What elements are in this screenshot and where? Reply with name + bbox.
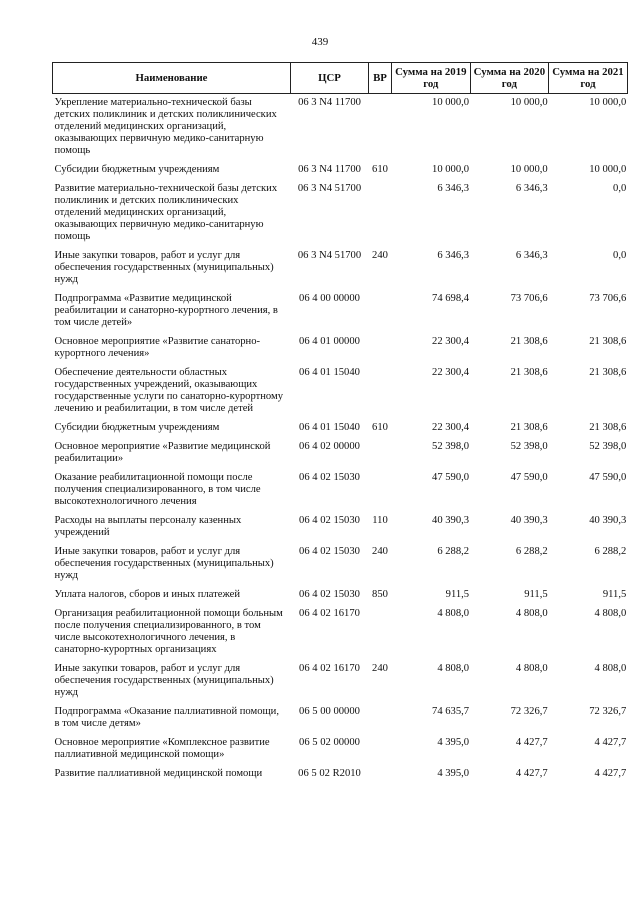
row-sum-2020: 10 000,0 (510, 164, 548, 175)
row-csr: 06 3 N4 51700 (297, 183, 362, 194)
header-sum-2019: Сумма на 2019 год (392, 63, 471, 94)
row-name: Подпрограмма «Развитие медицинской реабилитации и санаторно-курортного лечения, в том числе детей» (54, 293, 278, 328)
row-sum-2020: 4 427,7 (515, 737, 548, 748)
row-sum-2019: 6 346,3 (437, 250, 470, 261)
row-csr: 06 4 00 00000 (299, 293, 360, 304)
row-vr: 240 (372, 546, 388, 557)
budget-table (52, 62, 628, 784)
row-sum-2020: 21 308,6 (510, 422, 548, 433)
row-csr: 06 3 N4 11700 (298, 164, 361, 175)
table-row (53, 703, 628, 734)
header-csr: ЦСР (291, 63, 369, 94)
row-csr: 06 4 02 15030 (299, 589, 360, 600)
row-name: Обеспечение деятельности областных государственных учреждений, оказывающих государственные услуги по санаторно-курортному лечению и реабилитации, в том числе детей (54, 367, 284, 414)
row-sum-2019: 47 590,0 (432, 472, 470, 483)
row-vr (369, 333, 392, 364)
row-sum-2021: 21 308,6 (589, 422, 627, 433)
row-sum-2020: 911,5 (524, 589, 548, 600)
row-csr: 06 3 N4 51700 (297, 250, 362, 261)
row-sum-2020: 4 427,7 (515, 768, 548, 779)
row-csr: 06 4 02 00000 (299, 441, 360, 452)
header-vr: ВР (369, 63, 392, 94)
header-sum-2021: Сумма на 2021 год (549, 63, 628, 94)
row-vr: 850 (372, 589, 388, 600)
row-name: Субсидии бюджетным учреждениям (54, 164, 220, 175)
row-sum-2021: 10 000,0 (589, 97, 627, 108)
row-sum-2020: 4 808,0 (515, 663, 548, 674)
row-sum-2021: 6 288,2 (594, 546, 627, 557)
row-sum-2020: 21 308,6 (510, 336, 548, 347)
row-sum-2021: 47 590,0 (589, 472, 627, 483)
row-name: Развитие материально-технической базы детских поликлиник и детских поликлинических отделений медицинских организаций, оказывающих первичную медико-санитарную помощь (54, 183, 278, 242)
row-vr (369, 469, 392, 512)
row-sum-2019: 6 288,2 (437, 546, 470, 557)
row-vr: 240 (372, 663, 388, 674)
header-name: Наименование (53, 63, 291, 94)
row-name: Развитие паллиативной медицинской помощи (54, 768, 263, 779)
row-csr: 06 4 02 15030 (299, 515, 360, 526)
row-vr: 610 (372, 422, 388, 433)
row-csr: 06 4 02 15030 (299, 472, 360, 483)
row-sum-2020: 21 308,6 (510, 367, 548, 378)
row-sum-2020: 47 590,0 (510, 472, 548, 483)
row-sum-2019: 22 300,4 (432, 336, 470, 347)
row-csr: 06 4 02 16170 (299, 608, 360, 619)
table-row (53, 161, 628, 180)
row-name: Уплата налогов, сборов и иных платежей (54, 589, 241, 600)
table-row (53, 765, 628, 784)
row-sum-2019: 4 808,0 (437, 608, 470, 619)
table-row (53, 364, 628, 419)
row-vr: 610 (372, 164, 388, 175)
row-name: Основное мероприятие «Развитие медицинской реабилитации» (54, 441, 271, 464)
row-name: Основное мероприятие «Развитие санаторно-курортного лечения» (54, 336, 261, 359)
row-vr (369, 765, 392, 784)
row-sum-2019: 6 346,3 (437, 183, 470, 194)
row-sum-2019: 52 398,0 (432, 441, 470, 452)
row-name: Подпрограмма «Оказание паллиативной помощи, в том числе детям» (54, 706, 279, 729)
row-csr: 06 4 02 15030 (299, 546, 360, 557)
row-csr: 06 4 02 16170 (299, 663, 360, 674)
row-sum-2021: 4 808,0 (594, 608, 627, 619)
row-sum-2021: 21 308,6 (589, 367, 627, 378)
row-sum-2019: 22 300,4 (432, 367, 470, 378)
row-sum-2021: 52 398,0 (589, 441, 627, 452)
row-sum-2020: 10 000,0 (510, 97, 548, 108)
row-csr: 06 4 01 00000 (299, 336, 360, 347)
row-name: Иные закупки товаров, работ и услуг для обеспечения государственных (муниципальных) нужд (54, 546, 274, 581)
row-sum-2019: 74 635,7 (432, 706, 470, 717)
row-name: Иные закупки товаров, работ и услуг для обеспечения государственных (муниципальных) нужд (54, 663, 274, 698)
row-csr: 06 4 01 15040 (299, 367, 360, 378)
row-sum-2021: 10 000,0 (589, 164, 627, 175)
row-sum-2019: 4 395,0 (437, 737, 470, 748)
row-sum-2019: 22 300,4 (432, 422, 470, 433)
row-vr (369, 94, 392, 162)
row-sum-2020: 52 398,0 (510, 441, 548, 452)
row-vr (369, 605, 392, 660)
row-name: Организация реабилитационной помощи больным после получения специализированного, в том числе высокотехнологичного лечения, в санаторно-курортных организациях (54, 608, 283, 655)
table-header (53, 63, 628, 94)
table-row (53, 469, 628, 512)
row-sum-2021: 4 427,7 (594, 737, 627, 748)
row-sum-2020: 40 390,3 (510, 515, 548, 526)
row-vr: 110 (372, 515, 388, 526)
table-body (53, 94, 628, 785)
row-vr (369, 290, 392, 333)
table-row (53, 734, 628, 765)
row-csr: 06 5 02 00000 (299, 737, 360, 748)
row-sum-2021: 21 308,6 (589, 336, 627, 347)
row-sum-2020: 6 288,2 (515, 546, 548, 557)
row-sum-2021: 73 706,6 (589, 293, 627, 304)
header-sum-2020: Сумма на 2020 год (470, 63, 549, 94)
table-row (53, 290, 628, 333)
row-sum-2019: 10 000,0 (432, 164, 470, 175)
table-row (53, 247, 628, 290)
row-vr (369, 180, 392, 247)
row-sum-2020: 72 326,7 (510, 706, 548, 717)
row-csr: 06 5 02 R2010 (298, 768, 361, 779)
row-sum-2021: 40 390,3 (589, 515, 627, 526)
row-csr: 06 4 01 15040 (299, 422, 360, 433)
row-sum-2019: 911,5 (445, 589, 470, 600)
row-vr (369, 364, 392, 419)
table-row (53, 605, 628, 660)
row-vr (369, 703, 392, 734)
row-csr: 06 3 N4 11700 (298, 97, 361, 108)
row-name: Оказание реабилитационной помощи после получения специализированного, в том числе высокотехнологичного лечения (54, 472, 261, 507)
row-sum-2019: 10 000,0 (432, 97, 470, 108)
row-name: Основное мероприятие «Комплексное развитие паллиативной медицинской помощи» (54, 737, 270, 760)
table-row (53, 180, 628, 247)
row-vr: 240 (372, 250, 388, 261)
table-row (53, 333, 628, 364)
table-row (53, 543, 628, 586)
row-vr (369, 438, 392, 469)
table-row (53, 512, 628, 543)
row-sum-2021: 4 427,7 (594, 768, 627, 779)
row-vr (369, 734, 392, 765)
row-sum-2020: 73 706,6 (510, 293, 548, 304)
row-sum-2019: 4 808,0 (437, 663, 470, 674)
row-sum-2019: 40 390,3 (432, 515, 470, 526)
table-row (53, 438, 628, 469)
table-row (53, 94, 628, 162)
row-name: Субсидии бюджетным учреждениям (54, 422, 220, 433)
row-sum-2019: 74 698,4 (432, 293, 470, 304)
row-sum-2021: 0,0 (613, 250, 627, 261)
row-csr: 06 5 00 00000 (299, 706, 360, 717)
row-sum-2020: 6 346,3 (515, 183, 548, 194)
row-sum-2019: 4 395,0 (437, 768, 470, 779)
row-name: Укрепление материально-технической базы детских поликлиник и детских поликлинических отделений медицинских организаций, оказывающих первичную медико-санитарную помощь (54, 97, 277, 156)
row-sum-2021: 0,0 (613, 183, 627, 194)
row-sum-2020: 6 346,3 (515, 250, 548, 261)
table-row (53, 586, 628, 605)
page-number: 439 (311, 36, 329, 48)
row-sum-2021: 4 808,0 (594, 663, 627, 674)
row-sum-2020: 4 808,0 (515, 608, 548, 619)
row-name: Иные закупки товаров, работ и услуг для обеспечения государственных (муниципальных) нужд (54, 250, 274, 285)
table-row (53, 419, 628, 438)
row-sum-2021: 911,5 (602, 589, 627, 600)
row-name: Расходы на выплаты персоналу казенных учреждений (54, 515, 242, 538)
table-row (53, 660, 628, 703)
row-sum-2021: 72 326,7 (589, 706, 627, 717)
